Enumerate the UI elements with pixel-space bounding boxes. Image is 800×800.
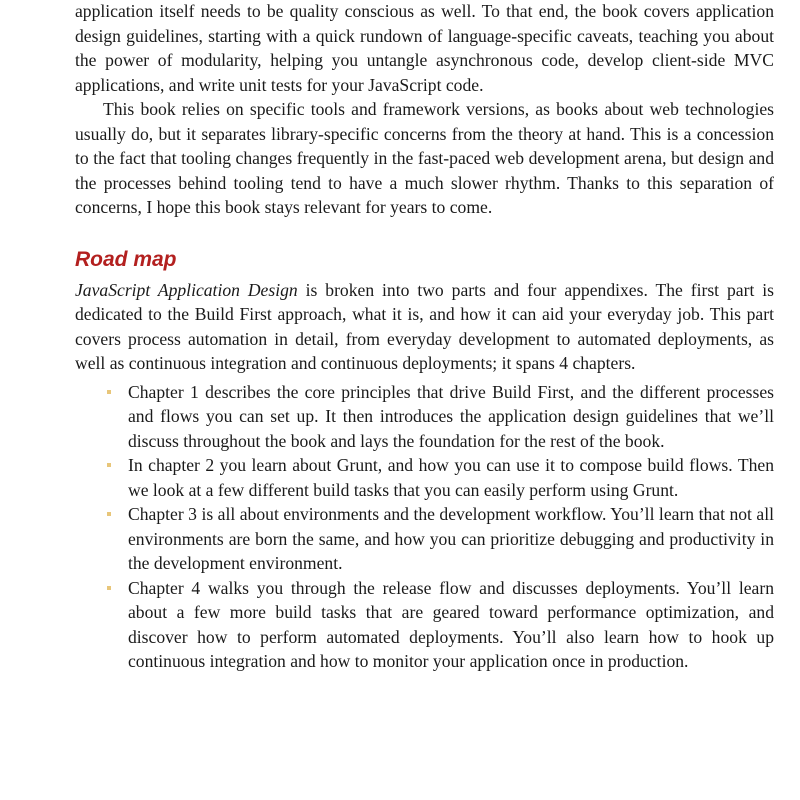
- bullet-icon: [107, 512, 111, 516]
- list-item-text: Chapter 1 describes the core principles that drive Build First, and the different processes and flows you can set up. It then introduces the application design guidelines that we’ll discuss throughout the book and lays the foundation for the rest of the book.: [128, 381, 774, 451]
- intro-paragraph-2: This book relies on specific tools and framework versions, as books about web technologies usually do, but it separates library-specific concerns from the theory at hand. This is a concession to the fact that tooling changes frequently in the fast-paced web development arena, but design and the processes behind tooling tend to have a much slower rhythm. Thanks to this separation of concerns, I hope this book stays relevant for years to come.: [75, 99, 774, 217]
- section-heading-road-map: Road map: [75, 247, 177, 271]
- list-item-text: Chapter 3 is all about environments and the development workflow. You’ll learn that not all environments are born the same, and how you can prioritize debugging and productivity in the development environment.: [128, 504, 774, 573]
- list-item: [75, 502, 774, 576]
- chapter-list: [75, 380, 774, 674]
- list-item-text: In chapter 2 you learn about Grunt, and how you can use it to compose build flows. Then we look at a few different build tasks that you can easily perform using Grunt.: [128, 455, 774, 500]
- bullet-icon: [107, 463, 111, 467]
- list-item: [75, 453, 774, 502]
- intro-paragraph-1: application itself needs to be quality conscious as well. To that end, the book covers application design guidelines, starting with a quick rundown of language-specific caveats, teaching you about the power of modularity, helping you untangle asynchronous code, develop client-side MVC applications, and write unit tests for your JavaScript code.: [75, 1, 774, 95]
- roadmap-paragraph: [75, 278, 774, 376]
- list-item: [75, 576, 774, 674]
- bullet-icon: [107, 390, 111, 394]
- book-title: JavaScript Application Design: [75, 279, 298, 300]
- list-item-text: Chapter 4 walks you through the release flow and discusses deployments. You’ll learn about a few more build tasks that are geared toward performance optimization, and discover how to perform automated deployments. You’ll also learn how to hook up continuous integration and how to monitor your application once in production.: [128, 577, 774, 671]
- bullet-icon: [107, 586, 111, 590]
- list-item: [75, 380, 774, 454]
- roadmap-paragraph-text: is broken into two parts and four appendixes. The first part is dedicated to the Build First approach, what it is, and how it can aid your everyday job. This part covers process automation in detail, from everyday development to automated deployments, as well as continuous integration and continuous deployments; it spans 4 chapters.: [75, 279, 774, 373]
